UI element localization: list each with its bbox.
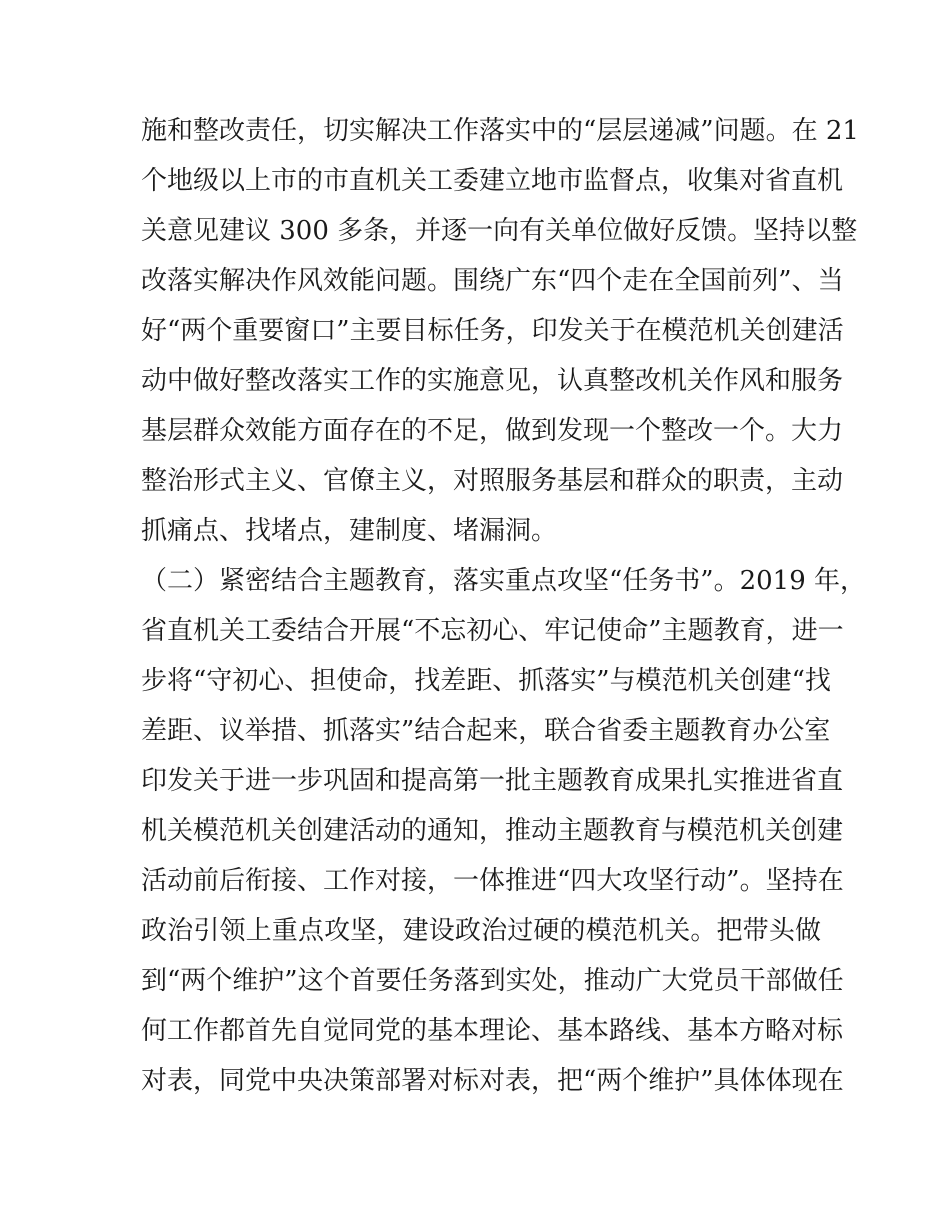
text-line: 对表，同党中央决策部署对标对表，把“两个维护”具体体现在 [141, 1066, 844, 1096]
text-line: 个地级以上市的市直机关工委建立地市监督点，收集对省直机 [141, 166, 844, 196]
text-line: 关意见建议 300 多条，并逐一向有关单位做好反馈。坚持以整 [141, 216, 858, 246]
text-line: 改落实解决作风效能问题。围绕广东“四个走在全国前列”、当 [141, 266, 844, 296]
text-line: 活动前后衔接、工作对接，一体推进“四大攻坚行动”。坚持在 [141, 866, 844, 896]
text-line: 何工作都首先自觉同党的基本理论、基本路线、基本方略对标 [141, 1016, 844, 1046]
text-line: 到“两个维护”这个首要任务落到实处，推动广大党员干部做任 [141, 966, 844, 996]
text-line: 动中做好整改落实工作的实施意见，认真整改机关作风和服务 [141, 366, 844, 396]
text-line: 基层群众效能方面存在的不足，做到发现一个整改一个。大力 [141, 416, 844, 446]
text-line: 政治引领上重点攻坚，建设政治过硬的模范机关。把带头做 [141, 916, 821, 946]
paragraph-end-line: 抓痛点、找堵点，建制度、堵漏洞。 [141, 516, 558, 546]
text-line: 整治形式主义、官僚主义，对照服务基层和群众的职责，主动 [141, 466, 844, 496]
text-line: 好“两个重要窗口”主要目标任务，印发关于在模范机关创建活 [141, 316, 844, 346]
text-line: 差距、议举措、抓落实”结合起来，联合省委主题教育办公室 [141, 716, 831, 746]
text-line: 施和整改责任，切实解决工作落实中的“层层递减”问题。在 21 [141, 116, 859, 146]
text-line: 省直机关工委结合开展“不忘初心、牢记使命”主题教育，进一 [141, 616, 844, 646]
text-line: 步将“守初心、担使命，找差距、抓落实”与模范机关创建“找 [141, 666, 831, 696]
text-line: 机关模范机关创建活动的通知，推动主题教育与模范机关创建 [141, 816, 844, 846]
text-line: 印发关于进一步巩固和提高第一批主题教育成果扎实推进省直 [141, 766, 844, 796]
section-heading-line: （二）紧密结合主题教育，落实重点攻坚“任务书”。2019 年， [141, 566, 867, 596]
